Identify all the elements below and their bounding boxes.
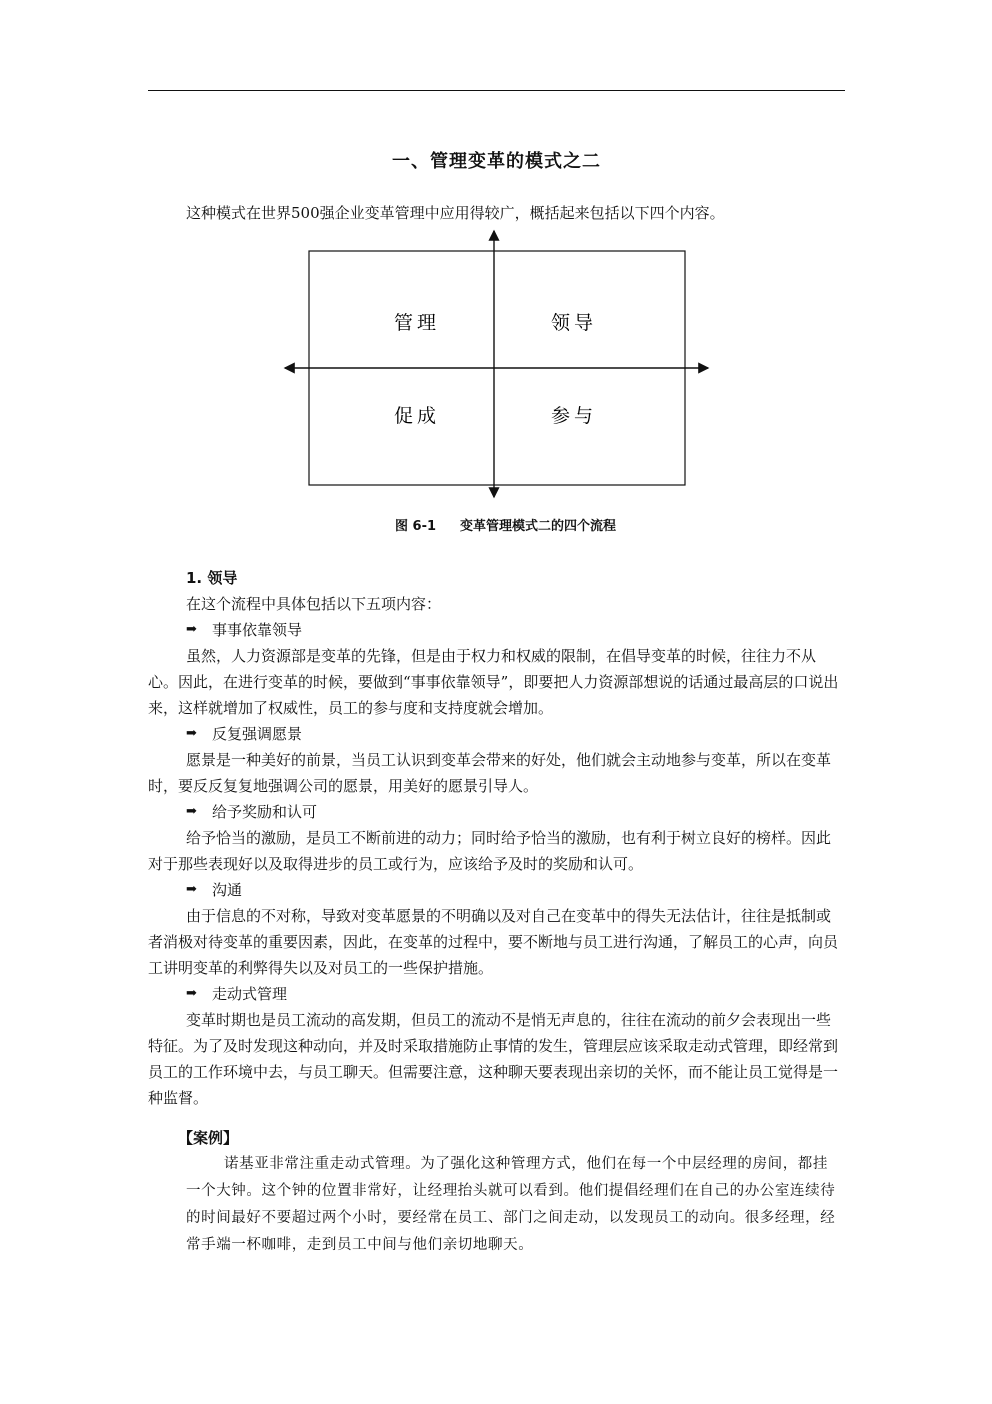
paragraph-text: 虽然，人力资源部是变革的先锋，但是由于权力和权威的限制，在倡导变革的时候，往往力不从心。因此，在进行变革的时候，要做到“事事依靠领导”，即要把人力资源部想说的话通过最高层的口说出来，这样就增加了权威性，员工的参与度和支持度就会增加。 [148,647,839,717]
bullet-item-2 [186,721,842,747]
paragraph-text: 给予恰当的激励，是员工不断前进的动力；同时给予恰当的激励，也有利于树立良好的榜样。因此对于那些表现好以及取得进步的员工或行为，应该给予及时的奖励和认可。 [148,829,832,873]
bullet-paragraph-1 [148,643,842,721]
bullet-paragraph-4 [148,903,842,981]
arrow-right-icon: ➡ [186,622,197,637]
figure-caption [395,515,616,534]
bullet-paragraph-5 [148,1007,842,1111]
section-title: 一、管理变革的模式之二 [392,151,601,172]
header-rule [148,90,845,91]
subsection-lead: 在这个流程中具体包括以下五项内容： [186,595,442,613]
paragraph-text: 变革时期也是员工流动的高发期，但员工的流动不是悄无声息的，往往在流动的前夕会表现出一些特征。为了及时发现这种动向，并及时采取措施防止事情的发生，管理层应该采取走动式管理，即经常到员工的工作环境中去，与员工聊天。但需要注意，这种聊天要表现出亲切的关怀，而不能让员工觉得是一种监督。 [148,1011,839,1107]
intro-paragraph: 这种模式在世界500强企业变革管理中应用得较广，概括起来包括以下四个内容。 [186,204,725,222]
bullet-paragraph-2 [148,747,842,799]
subsection-heading: 1. 领导 [186,569,238,587]
bullet-title: 沟通 [212,881,243,899]
quadrant-top-left: 管理 [393,312,441,334]
bullet-paragraph-3 [148,825,842,877]
bullet-title: 事事依靠领导 [212,621,303,639]
bullet-item-4 [186,877,842,903]
bullet-title: 给予奖励和认可 [212,803,318,821]
figure-number: 图 6-1 [395,519,437,534]
bullet-title: 走动式管理 [212,985,288,1003]
figure-caption-text: 变革管理模式二的四个流程 [460,519,617,534]
paragraph-text: 由于信息的不对称，导致对变革愿景的不明确以及对自己在变革中的得失无法估计，往往是抵制或者消极对待变革的重要因素，因此，在变革的过程中，要不断地与员工进行沟通，了解员工的心声，向员工讲明变革的利弊得失以及对员工的一些保护措施。 [148,907,839,977]
case-title: 【案例】 [178,1129,239,1147]
four-process-diagram [280,225,720,505]
bullet-title: 反复强调愿景 [212,725,303,743]
arrow-right-icon: ➡ [186,804,197,819]
quadrant-bottom-right: 参与 [550,405,598,427]
paragraph-text: 愿景是一种美好的前景，当员工认识到变革会带来的好处，他们就会主动地参与变革，所以在变革时，要反反复复地强调公司的愿景，用美好的愿景引导人。 [148,751,832,795]
case-text: 诺基亚非常注重走动式管理。为了强化这种管理方式，他们在每一个中层经理的房间，都挂一个大钟。这个钟的位置非常好，让经理抬头就可以看到。他们提倡经理们在自己的办公室连续待的时间最好不要超过两个小时，要经常在员工、部门之间走动，以发现员工的动向。很多经理，经常手端一杯咖啡，走到员工中间与他们亲切地聊天。 [186,1156,836,1253]
arrow-right-icon: ➡ [186,986,197,1001]
bullet-item-3 [186,799,842,825]
bullet-item-5 [186,981,842,1007]
case-block [178,1125,842,1259]
arrow-right-icon: ➡ [186,726,197,741]
arrow-right-icon: ➡ [186,882,197,897]
quadrant-bottom-left: 促成 [393,405,441,427]
bullet-item-1 [186,617,842,643]
document-body [148,565,842,1259]
quadrant-top-right: 领导 [550,312,598,334]
